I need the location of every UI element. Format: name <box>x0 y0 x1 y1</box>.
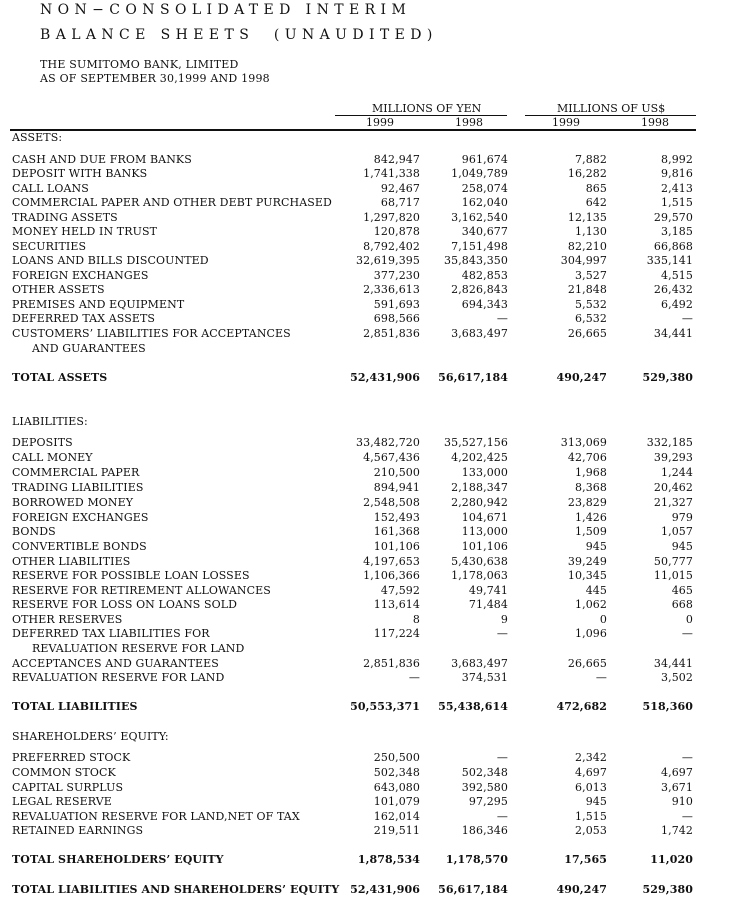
row-label: CONVERTIBLE BONDS <box>12 540 147 553</box>
row-label: REVALUATION RESERVE FOR LAND <box>32 642 245 655</box>
cell-usd-1999: 1,096 <box>575 627 607 640</box>
cell-yen-1998: 3,162,540 <box>451 211 508 224</box>
cell-usd-1999: 304,997 <box>560 254 607 267</box>
cell-yen-1998: 186,346 <box>461 824 508 837</box>
row-label: DEPOSIT WITH BANKS <box>12 167 148 180</box>
cell-usd-1998: 8,992 <box>661 153 693 166</box>
cell-usd-1998: 945 <box>671 540 693 553</box>
cell-yen-1998: — <box>496 810 508 823</box>
row-label: CALL MONEY <box>12 451 93 464</box>
cell-usd-1999: 4,697 <box>575 766 607 779</box>
yen-1998-header: 1998 <box>455 116 483 129</box>
cell-yen-1998: 4,202,425 <box>451 451 508 464</box>
cell-yen-1999: 8,792,402 <box>363 240 420 253</box>
usd-header: MILLIONS OF US$ <box>557 102 666 115</box>
cell-yen-1998: 2,826,843 <box>451 283 508 296</box>
row-label: COMMON STOCK <box>12 766 116 779</box>
report-title-line-1: NON−CONSOLIDATED INTERIM <box>40 2 412 18</box>
cell-yen-1998: 7,151,498 <box>451 240 508 253</box>
cell-usd-1999: 23,829 <box>567 496 607 509</box>
cell-usd-1998: 2,413 <box>661 182 693 195</box>
usd-header-rule <box>525 115 696 116</box>
total-row-label: TOTAL LIABILITIES AND SHAREHOLDERS’ EQUITY <box>12 883 340 896</box>
cell-usd-1999: 2,342 <box>575 751 607 764</box>
cell-usd-1998: 11,020 <box>650 853 693 866</box>
row-label: COMMERCIAL PAPER <box>12 466 140 479</box>
cell-yen-1999: 8 <box>412 613 420 626</box>
usd-1998-header: 1998 <box>641 116 669 129</box>
row-label: OTHER ASSETS <box>12 283 105 296</box>
cell-yen-1998: 55,438,614 <box>438 700 508 713</box>
total-row-label: TOTAL ASSETS <box>12 371 108 384</box>
cell-yen-1998: 113,000 <box>461 525 508 538</box>
cell-yen-1998: — <box>496 627 508 640</box>
cell-usd-1998: 910 <box>671 795 693 808</box>
row-label: OTHER RESERVES <box>12 613 123 626</box>
cell-yen-1999: 591,693 <box>373 298 420 311</box>
cell-usd-1999: 490,247 <box>556 371 607 384</box>
row-label: ACCEPTANCES AND GUARANTEES <box>12 657 219 670</box>
cell-usd-1999: 10,345 <box>567 569 607 582</box>
cell-usd-1998: 1,742 <box>661 824 693 837</box>
cell-yen-1998: 104,671 <box>461 511 508 524</box>
cell-yen-1999: 117,224 <box>373 627 420 640</box>
row-label: CUSTOMERS’ LIABILITIES FOR ACCEPTANCES <box>12 327 291 340</box>
cell-yen-1998: 97,295 <box>468 795 508 808</box>
cell-yen-1998: 9 <box>500 613 508 626</box>
cell-yen-1999: 152,493 <box>373 511 420 524</box>
cell-yen-1998: — <box>496 312 508 325</box>
cell-usd-1999: 26,665 <box>567 327 607 340</box>
cell-yen-1999: 643,080 <box>373 781 420 794</box>
cell-yen-1999: 842,947 <box>373 153 420 166</box>
cell-yen-1998: — <box>496 751 508 764</box>
cell-yen-1999: 1,741,338 <box>363 167 420 180</box>
yen-header: MILLIONS OF YEN <box>372 102 482 115</box>
row-label: RESERVE FOR POSSIBLE LOAN LOSSES <box>12 569 250 582</box>
company-name: THE SUMITOMO BANK, LIMITED <box>40 58 239 71</box>
cell-usd-1998: 332,185 <box>646 436 693 449</box>
cell-yen-1999: 68,717 <box>380 196 420 209</box>
row-label: BORROWED MONEY <box>12 496 134 509</box>
cell-usd-1999: 6,532 <box>575 312 607 325</box>
cell-yen-1999: 894,941 <box>373 481 420 494</box>
cell-usd-1998: — <box>681 810 693 823</box>
cell-usd-1998: 39,293 <box>653 451 693 464</box>
cell-yen-1998: 1,178,063 <box>451 569 508 582</box>
cell-usd-1998: 6,492 <box>661 298 693 311</box>
row-label: DEFERRED TAX LIABILITIES FOR <box>12 627 210 640</box>
cell-yen-1999: 1,878,534 <box>357 853 420 866</box>
cell-yen-1999: 101,106 <box>373 540 420 553</box>
cell-usd-1999: — <box>595 671 607 684</box>
row-label: DEFERRED TAX ASSETS <box>12 312 156 325</box>
row-label: TRADING ASSETS <box>12 211 118 224</box>
cell-usd-1999: 16,282 <box>567 167 607 180</box>
cell-usd-1999: 1,509 <box>575 525 607 538</box>
row-label: CALL LOANS <box>12 182 89 195</box>
cell-usd-1999: 17,565 <box>564 853 607 866</box>
cell-yen-1999: 50,553,371 <box>350 700 420 713</box>
cell-yen-1999: 92,467 <box>380 182 420 195</box>
cell-usd-1999: 8,368 <box>575 481 607 494</box>
cell-yen-1998: 35,843,350 <box>444 254 508 267</box>
cell-yen-1998: 1,178,570 <box>445 853 508 866</box>
cell-usd-1999: 1,426 <box>575 511 607 524</box>
row-label: RESERVE FOR RETIREMENT ALLOWANCES <box>12 584 271 597</box>
cell-yen-1999: 120,878 <box>373 225 420 238</box>
row-label: AND GUARANTEES <box>32 342 146 355</box>
cell-usd-1999: 1,062 <box>575 598 607 611</box>
cell-usd-1998: 979 <box>671 511 693 524</box>
cell-usd-1999: 12,135 <box>567 211 607 224</box>
assets-section-heading: ASSETS: <box>12 131 63 144</box>
row-label: RESERVE FOR LOSS ON LOANS SOLD <box>12 598 238 611</box>
row-label: OTHER LIABILITIES <box>12 555 131 568</box>
cell-yen-1999: 1,297,820 <box>363 211 420 224</box>
cell-usd-1999: 865 <box>585 182 607 195</box>
row-label: MONEY HELD IN TRUST <box>12 225 158 238</box>
cell-yen-1998: 71,484 <box>468 598 508 611</box>
header-rule <box>10 129 696 131</box>
cell-usd-1999: 642 <box>585 196 607 209</box>
cell-yen-1998: 1,049,789 <box>451 167 508 180</box>
cell-usd-1999: 5,532 <box>575 298 607 311</box>
row-label: FOREIGN EXCHANGES <box>12 511 149 524</box>
cell-yen-1999: 2,548,508 <box>363 496 420 509</box>
cell-usd-1999: 6,013 <box>575 781 607 794</box>
row-label: CAPITAL SURPLUS <box>12 781 124 794</box>
cell-usd-1999: 490,247 <box>556 883 607 896</box>
cell-usd-1999: 445 <box>585 584 607 597</box>
cell-yen-1999: — <box>408 671 420 684</box>
cell-usd-1998: 66,868 <box>653 240 693 253</box>
cell-usd-1998: 9,816 <box>661 167 693 180</box>
cell-usd-1998: 3,671 <box>661 781 693 794</box>
cell-usd-1998: 34,441 <box>653 327 693 340</box>
cell-yen-1999: 219,511 <box>373 824 420 837</box>
cell-yen-1998: 961,674 <box>461 153 508 166</box>
cell-yen-1999: 33,482,720 <box>356 436 420 449</box>
cell-usd-1998: 1,244 <box>661 466 693 479</box>
cell-usd-1999: 945 <box>585 795 607 808</box>
cell-usd-1998: 1,515 <box>661 196 693 209</box>
cell-usd-1999: 2,053 <box>575 824 607 837</box>
cell-yen-1999: 32,619,395 <box>356 254 420 267</box>
cell-usd-1999: 39,249 <box>567 555 607 568</box>
cell-yen-1999: 2,851,836 <box>363 327 420 340</box>
cell-usd-1999: 7,882 <box>575 153 607 166</box>
cell-yen-1998: 3,683,497 <box>451 657 508 670</box>
cell-yen-1998: 694,343 <box>461 298 508 311</box>
cell-yen-1998: 3,683,497 <box>451 327 508 340</box>
cell-usd-1998: 3,185 <box>661 225 693 238</box>
cell-yen-1998: 340,677 <box>461 225 508 238</box>
cell-usd-1999: 21,848 <box>567 283 607 296</box>
cell-yen-1998: 133,000 <box>461 466 508 479</box>
cell-usd-1999: 0 <box>599 613 607 626</box>
cell-yen-1998: 482,853 <box>461 269 508 282</box>
cell-usd-1998: 529,380 <box>642 883 693 896</box>
cell-yen-1998: 2,280,942 <box>451 496 508 509</box>
cell-yen-1998: 56,617,184 <box>438 371 508 384</box>
row-label: TRADING LIABILITIES <box>12 481 144 494</box>
cell-yen-1999: 2,336,613 <box>363 283 420 296</box>
cell-usd-1998: 335,141 <box>646 254 693 267</box>
row-label: FOREIGN EXCHANGES <box>12 269 149 282</box>
cell-yen-1999: 502,348 <box>373 766 420 779</box>
cell-yen-1999: 4,197,653 <box>363 555 420 568</box>
cell-usd-1998: 4,697 <box>661 766 693 779</box>
cell-yen-1999: 210,500 <box>373 466 420 479</box>
cell-usd-1999: 1,515 <box>575 810 607 823</box>
cell-yen-1999: 52,431,906 <box>350 371 420 384</box>
cell-usd-1999: 1,130 <box>575 225 607 238</box>
row-label: REVALUATION RESERVE FOR LAND <box>12 671 225 684</box>
cell-usd-1998: 26,432 <box>653 283 693 296</box>
cell-yen-1998: 101,106 <box>461 540 508 553</box>
cell-usd-1998: 50,777 <box>653 555 693 568</box>
cell-usd-1998: — <box>681 627 693 640</box>
cell-yen-1999: 1,106,366 <box>363 569 420 582</box>
cell-yen-1998: 502,348 <box>461 766 508 779</box>
cell-usd-1999: 945 <box>585 540 607 553</box>
cell-yen-1999: 52,431,906 <box>350 883 420 896</box>
cell-usd-1998: 1,057 <box>661 525 693 538</box>
total-row-label: TOTAL SHAREHOLDERS’ EQUITY <box>12 853 224 866</box>
cell-yen-1999: 113,614 <box>373 598 420 611</box>
cell-yen-1999: 698,566 <box>373 312 420 325</box>
liabilities-section-heading: LIABILITIES: <box>12 415 88 428</box>
cell-yen-1998: 5,430,638 <box>451 555 508 568</box>
cell-yen-1998: 374,531 <box>461 671 508 684</box>
cell-yen-1999: 377,230 <box>373 269 420 282</box>
cell-usd-1998: 4,515 <box>661 269 693 282</box>
cell-usd-1998: 529,380 <box>642 371 693 384</box>
row-label: RETAINED EARNINGS <box>12 824 144 837</box>
cell-yen-1999: 162,014 <box>373 810 420 823</box>
cell-yen-1999: 250,500 <box>373 751 420 764</box>
row-label: CASH AND DUE FROM BANKS <box>12 153 192 166</box>
report-title-line-2: BALANCE SHEETS (UNAUDITED) <box>40 27 438 43</box>
cell-usd-1999: 472,682 <box>556 700 607 713</box>
row-label: LOANS AND BILLS DISCOUNTED <box>12 254 209 267</box>
cell-usd-1999: 26,665 <box>567 657 607 670</box>
cell-usd-1998: 3,502 <box>661 671 693 684</box>
row-label: PREMISES AND EQUIPMENT <box>12 298 185 311</box>
cell-usd-1999: 82,210 <box>567 240 607 253</box>
cell-usd-1998: 0 <box>685 613 693 626</box>
row-label: COMMERCIAL PAPER AND OTHER DEBT PURCHASED <box>12 196 332 209</box>
row-label: DEPOSITS <box>12 436 73 449</box>
cell-yen-1999: 101,079 <box>373 795 420 808</box>
row-label: BONDS <box>12 525 56 538</box>
cell-yen-1999: 161,368 <box>373 525 420 538</box>
yen-1999-header: 1999 <box>366 116 394 129</box>
row-label: SECURITIES <box>12 240 87 253</box>
cell-yen-1999: 47,592 <box>380 584 420 597</box>
usd-1999-header: 1999 <box>552 116 580 129</box>
total-row-label: TOTAL LIABILITIES <box>12 700 138 713</box>
cell-usd-1998: 29,570 <box>653 211 693 224</box>
cell-yen-1998: 162,040 <box>461 196 508 209</box>
row-label: REVALUATION RESERVE FOR LAND,NET OF TAX <box>12 810 300 823</box>
cell-usd-1998: 11,015 <box>653 569 693 582</box>
cell-yen-1998: 392,580 <box>461 781 508 794</box>
cell-yen-1999: 4,567,436 <box>363 451 420 464</box>
cell-usd-1998: 465 <box>671 584 693 597</box>
cell-usd-1998: 20,462 <box>653 481 693 494</box>
cell-usd-1998: — <box>681 751 693 764</box>
cell-usd-1999: 1,968 <box>575 466 607 479</box>
cell-yen-1998: 56,617,184 <box>438 883 508 896</box>
cell-yen-1998: 49,741 <box>468 584 508 597</box>
cell-yen-1999: 2,851,836 <box>363 657 420 670</box>
cell-usd-1998: 21,327 <box>653 496 693 509</box>
row-label: PREFERRED STOCK <box>12 751 131 764</box>
cell-usd-1998: — <box>681 312 693 325</box>
equity-section-heading: SHAREHOLDERS’ EQUITY: <box>12 730 169 743</box>
cell-yen-1998: 2,188,347 <box>451 481 508 494</box>
as-of-date: AS OF SEPTEMBER 30,1999 AND 1998 <box>40 72 270 85</box>
cell-yen-1998: 35,527,156 <box>444 436 508 449</box>
row-label: LEGAL RESERVE <box>12 795 112 808</box>
cell-yen-1998: 258,074 <box>461 182 508 195</box>
cell-usd-1999: 313,069 <box>560 436 607 449</box>
cell-usd-1999: 3,527 <box>575 269 607 282</box>
cell-usd-1998: 668 <box>671 598 693 611</box>
cell-usd-1998: 518,360 <box>642 700 693 713</box>
cell-usd-1998: 34,441 <box>653 657 693 670</box>
cell-usd-1999: 42,706 <box>567 451 607 464</box>
